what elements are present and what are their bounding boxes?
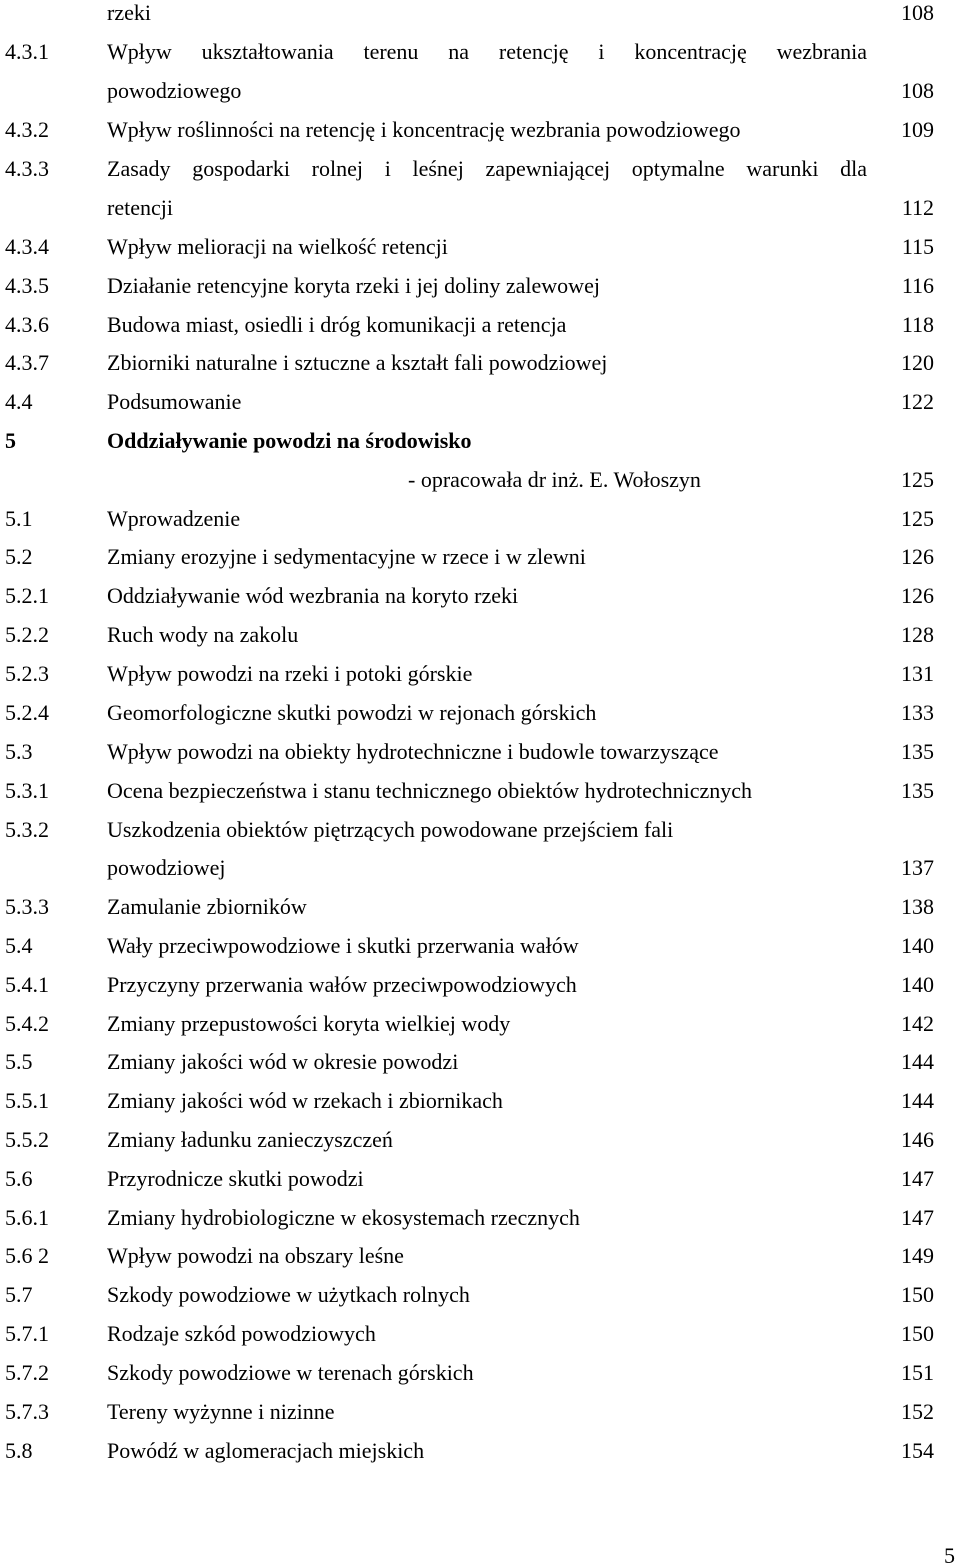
toc-entry bbox=[0, 1358, 960, 1388]
toc-entry-title: Powódź w aglomeracjach miejskich bbox=[107, 1438, 425, 1463]
toc-entry bbox=[0, 1125, 960, 1155]
toc-entry bbox=[0, 1009, 960, 1039]
toc-entry bbox=[0, 892, 960, 922]
toc-entry bbox=[0, 310, 960, 340]
toc-entry-number: 5.2.3 bbox=[5, 661, 49, 686]
toc-entry-page: 126 bbox=[901, 583, 934, 608]
toc-entry bbox=[0, 1280, 960, 1310]
toc-entry bbox=[0, 115, 960, 145]
toc-entry bbox=[0, 154, 960, 184]
toc-entry-title: Szkody powodziowe w użytkach rolnych bbox=[107, 1282, 470, 1307]
toc-entry-number: 5.3.3 bbox=[5, 894, 49, 919]
toc-entry-title: Zamulanie zbiorników bbox=[107, 894, 307, 919]
toc-entry-page: 149 bbox=[901, 1243, 934, 1268]
toc-entry-page: 122 bbox=[901, 389, 934, 414]
toc-entry bbox=[0, 659, 960, 689]
toc-entry-number: 5.2.1 bbox=[5, 583, 49, 608]
toc-entry-page: 146 bbox=[901, 1127, 934, 1152]
toc-entry-number: 5.3.2 bbox=[5, 817, 49, 842]
toc-entry-page: 115 bbox=[901, 234, 934, 259]
toc-entry bbox=[0, 1241, 960, 1271]
toc-entry-title: Zasady gospodarki rolnej i leśnej zapewniającej optymalne warunki dla bbox=[107, 156, 867, 181]
toc-entry bbox=[0, 970, 960, 1000]
toc-entry-title: Ruch wody na zakolu bbox=[107, 622, 299, 647]
toc-entry-title: Zbiorniki naturalne i sztuczne a kształt fali powodziowej bbox=[107, 350, 608, 375]
toc-entry-number: 5.7 bbox=[5, 1282, 33, 1307]
toc-entry bbox=[0, 504, 960, 534]
toc-entry-title: Zmiany jakości wód w rzekach i zbiornikach bbox=[107, 1088, 503, 1113]
toc-entry-number: 4.3.3 bbox=[5, 156, 49, 181]
toc-entry-page: 147 bbox=[901, 1205, 934, 1230]
toc-entry-number: 5.2.4 bbox=[5, 700, 49, 725]
toc-entry-number: 5.2.2 bbox=[5, 622, 49, 647]
toc-entry-number: 5.5 bbox=[5, 1049, 33, 1074]
toc-entry-number: 5.3 bbox=[5, 739, 33, 764]
toc-entry bbox=[0, 0, 960, 28]
toc-entry-title: Przyczyny przerwania wałów przeciwpowodziowych bbox=[107, 972, 577, 997]
toc-entry-title: Przyrodnicze skutki powodzi bbox=[107, 1166, 364, 1191]
toc-entry bbox=[0, 387, 960, 417]
toc-entry-page: 152 bbox=[901, 1399, 934, 1424]
toc-entry-title: Geomorfologiczne skutki powodzi w rejonach górskich bbox=[107, 700, 597, 725]
toc-entry bbox=[0, 1086, 960, 1116]
toc-entry-page: 126 bbox=[901, 544, 934, 569]
toc-entry bbox=[0, 698, 960, 728]
toc-entry-number: 4.4 bbox=[5, 389, 33, 414]
toc-entry bbox=[0, 1319, 960, 1349]
toc-entry-number: 5.2 bbox=[5, 544, 33, 569]
toc-entry-page: 135 bbox=[901, 778, 934, 803]
toc-entry-number: 4.3.4 bbox=[5, 234, 49, 259]
toc-entry-number: 5.6 2 bbox=[5, 1243, 49, 1268]
toc-entry-title: Budowa miast, osiedli i dróg komunikacji a retencja bbox=[107, 312, 567, 337]
toc-entry-title: Ocena bezpieczeństwa i stanu technicznego obiektów hydrotechnicznych bbox=[107, 778, 753, 803]
toc-entry-number: 4.3.2 bbox=[5, 117, 49, 142]
toc-entry-title: Zmiany erozyjne i sedymentacyjne w rzece i w zlewni bbox=[107, 544, 586, 569]
toc-entry-number: 5.5.1 bbox=[5, 1088, 49, 1113]
toc-entry bbox=[0, 542, 960, 572]
toc-entry bbox=[0, 1047, 960, 1077]
toc-entry-number: 4.3.1 bbox=[5, 39, 49, 64]
toc-entry-title: Wały przeciwpowodziowe i skutki przerwania wałów bbox=[107, 933, 579, 958]
toc-entry-title: Zmiany ładunku zanieczyszczeń bbox=[107, 1127, 393, 1152]
toc-entry bbox=[0, 348, 960, 378]
toc-entry-title: Zmiany hydrobiologiczne w ekosystemach rzecznych bbox=[107, 1205, 580, 1230]
toc-entry-title: Działanie retencyjne koryta rzeki i jej doliny zalewowej bbox=[107, 273, 600, 298]
toc-entry-page: 125 bbox=[901, 506, 934, 531]
toc-entry bbox=[0, 620, 960, 650]
toc-entry-page: 128 bbox=[901, 622, 934, 647]
toc-entry-page: 140 bbox=[901, 972, 934, 997]
toc-entry-title: Oddziaływanie powodzi na środowisko bbox=[107, 428, 472, 453]
toc-entry bbox=[0, 1436, 960, 1466]
toc-entry-title: powodziowej bbox=[107, 855, 226, 880]
toc-entry-title: Rodzaje szkód powodziowych bbox=[107, 1321, 376, 1346]
toc-entry-title: Wpływ roślinności na retencję i koncentrację wezbrania powodziowego bbox=[107, 117, 741, 142]
toc-entry-number: 4.3.6 bbox=[5, 312, 49, 337]
toc-entry-number: 5 bbox=[5, 428, 16, 453]
toc-entry-page: 118 bbox=[901, 312, 934, 337]
toc-entry bbox=[0, 931, 960, 961]
toc-entry bbox=[0, 232, 960, 262]
toc-entry-page: 144 bbox=[901, 1049, 934, 1074]
toc-entry-page: 120 bbox=[901, 350, 934, 375]
toc-entry-page: 108 bbox=[901, 0, 934, 25]
toc-entry-title: Zmiany jakości wód w okresie powodzi bbox=[107, 1049, 459, 1074]
toc-entry-number: 5.7.2 bbox=[5, 1360, 49, 1385]
toc-entry-page: 138 bbox=[901, 894, 934, 919]
toc-entry-number: 5.8 bbox=[5, 1438, 33, 1463]
toc-entry bbox=[0, 37, 960, 67]
toc-entry-title: Zmiany przepustowości koryta wielkiej wody bbox=[107, 1011, 511, 1036]
toc-entry-page: 137 bbox=[901, 855, 934, 880]
toc-entry bbox=[0, 581, 960, 611]
toc-entry-page: 150 bbox=[901, 1282, 934, 1307]
page-number: 5 bbox=[944, 1543, 955, 1568]
toc-entry bbox=[0, 1203, 960, 1233]
toc-entry-page: 109 bbox=[901, 117, 934, 142]
toc-entry bbox=[0, 1397, 960, 1427]
toc-entry-page: 125 bbox=[901, 467, 934, 492]
toc-entry-number: 5.5.2 bbox=[5, 1127, 49, 1152]
toc-entry-title: Uszkodzenia obiektów piętrzących powodowane przejściem fali bbox=[107, 817, 674, 842]
toc-entry-number: 5.4.1 bbox=[5, 972, 49, 997]
toc-entry-title: Wpływ powodzi na obszary leśne bbox=[107, 1243, 404, 1268]
toc-entry bbox=[0, 193, 960, 223]
toc-entry-number: 5.6 bbox=[5, 1166, 33, 1191]
toc-entry-title: Podsumowanie bbox=[107, 389, 242, 414]
toc-entry-title: Wpływ powodzi na rzeki i potoki górskie bbox=[107, 661, 473, 686]
toc-entry-title: powodziowego bbox=[107, 78, 242, 103]
toc-entry-page: 150 bbox=[901, 1321, 934, 1346]
toc-entry-number: 4.3.7 bbox=[5, 350, 49, 375]
toc-entry-number: 5.4 bbox=[5, 933, 33, 958]
toc-entry bbox=[0, 465, 960, 495]
toc-entry-page: 135 bbox=[901, 739, 934, 764]
toc-entry-page: 140 bbox=[901, 933, 934, 958]
toc-entry-page: 108 bbox=[901, 78, 934, 103]
toc-entry-page: 151 bbox=[901, 1360, 934, 1385]
toc-entry-number: 5.6.1 bbox=[5, 1205, 49, 1230]
toc-entry-title: rzeki bbox=[107, 0, 151, 25]
toc-entry-number: 4.3.5 bbox=[5, 273, 49, 298]
toc-entry-page: 154 bbox=[901, 1438, 934, 1463]
toc-entry-title: Oddziaływanie wód wezbrania na koryto rzeki bbox=[107, 583, 519, 608]
toc-entry-title: Wpływ ukształtowania terenu na retencję i koncentrację wezbrania bbox=[107, 39, 867, 64]
toc-entry-page: 144 bbox=[901, 1088, 934, 1113]
toc-entry-number: 5.1 bbox=[5, 506, 33, 531]
toc-entry bbox=[0, 815, 960, 845]
toc-entry-number: 5.3.1 bbox=[5, 778, 49, 803]
toc-entry-number: 5.7.3 bbox=[5, 1399, 49, 1424]
toc-entry-page: 147 bbox=[901, 1166, 934, 1191]
toc-entry-title: Wpływ melioracji na wielkość retencji bbox=[107, 234, 448, 259]
toc-entry-page: 131 bbox=[901, 661, 934, 686]
toc-entry-page: 133 bbox=[901, 700, 934, 725]
toc-entry-page: 142 bbox=[901, 1011, 934, 1036]
toc-entry-page: 116 bbox=[901, 273, 934, 298]
toc-entry bbox=[0, 1164, 960, 1194]
toc-entry-number: 5.7.1 bbox=[5, 1321, 49, 1346]
toc-chapter-heading bbox=[0, 426, 960, 456]
toc-entry-title: Wpływ powodzi na obiekty hydrotechniczne i budowle towarzyszące bbox=[107, 739, 719, 764]
toc-entry bbox=[0, 271, 960, 301]
toc-entry-title: retencji bbox=[107, 195, 173, 220]
toc-entry bbox=[0, 776, 960, 806]
toc-entry-title: Wprowadzenie bbox=[107, 506, 241, 531]
toc-entry-title: Tereny wyżynne i nizinne bbox=[107, 1399, 335, 1424]
toc-entry bbox=[0, 853, 960, 883]
toc-entry-title: Szkody powodziowe w terenach górskich bbox=[107, 1360, 474, 1385]
toc-entry bbox=[0, 737, 960, 767]
toc-entry bbox=[0, 76, 960, 106]
toc-entry-number: 5.4.2 bbox=[5, 1011, 49, 1036]
toc-entry-page: 112 bbox=[901, 195, 934, 220]
toc-chapter-author: - opracowała dr inż. E. Wołoszyn bbox=[408, 467, 701, 492]
